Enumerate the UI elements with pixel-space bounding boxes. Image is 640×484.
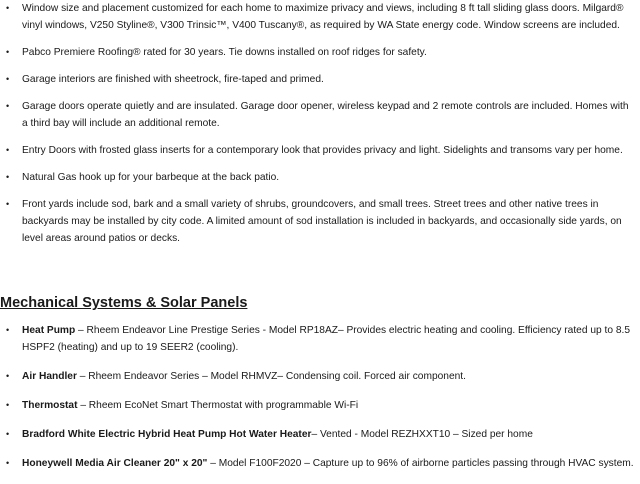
section-heading: Mechanical Systems & Solar Panels — [0, 295, 248, 311]
item-text: – Rheem Endeavor Series – Model RHMVZ– Condensing coil. Forced air component. — [76, 371, 466, 382]
list-item — [0, 368, 640, 385]
bullet-icon: • — [6, 429, 10, 439]
bullet-icon: • — [6, 145, 10, 155]
feature-text: Front yards include sod, bark and a small variety of shrubs, groundcovers, and small trees. Street trees and other native trees in backyards may be installed by city code. A limited amount of sod installation is included in backyards, and occasionally side yards, on level areas around patios or decks. — [22, 199, 625, 244]
feature-text: Window size and placement customized for each home to maximize privacy and views, including 8 ft tall sliding glass doors. Milgard® vinyl windows, V250 Styline®, V300 Trinsic™, V400 Tuscany®, as required by WA State energy code. Window screens are included. — [22, 3, 627, 31]
item-label: Bradford White Electric Hybrid Heat Pump Hot Water Heater — [22, 429, 312, 440]
item-label: Heat Pump — [22, 325, 76, 336]
list-item — [0, 44, 640, 61]
bullet-icon: • — [6, 199, 10, 209]
bullet-icon: • — [6, 172, 10, 182]
bullet-icon: • — [6, 3, 10, 13]
list-item — [0, 98, 640, 132]
feature-text: Entry Doors with frosted glass inserts for a contemporary look that provides privacy and light. Sidelights and transoms vary per home. — [22, 145, 623, 156]
list-item — [0, 397, 640, 414]
list-item — [0, 426, 640, 443]
list-item — [0, 71, 640, 88]
bullet-icon: • — [6, 325, 10, 335]
list-item — [0, 322, 640, 356]
list-item — [0, 455, 640, 472]
bullet-icon: • — [6, 101, 10, 111]
feature-text: Garage doors operate quietly and are insulated. Garage door opener, wireless keypad and 2 remote controls are included. Homes with a third bay will include an additional remote. — [22, 101, 632, 129]
bullet-icon: • — [6, 371, 10, 381]
item-text: – Rheem EcoNet Smart Thermostat with programmable Wi-Fi — [77, 400, 359, 411]
list-item — [0, 0, 640, 34]
feature-text: Pabco Premiere Roofing® rated for 30 years. Tie downs installed on roof ridges for safety. — [22, 47, 427, 58]
feature-text: Natural Gas hook up for your barbeque at the back patio. — [22, 172, 280, 183]
item-label: Thermostat — [22, 400, 78, 411]
bullet-icon: • — [6, 400, 10, 410]
bullet-icon: • — [6, 74, 10, 84]
item-label: Air Handler — [22, 371, 77, 382]
item-text: – Vented - Model REZHXXT10 – Sized per home — [311, 429, 533, 440]
mechanical-list — [0, 322, 640, 484]
list-item — [0, 196, 640, 247]
bullet-icon: • — [6, 458, 10, 468]
bullet-icon: • — [6, 47, 10, 57]
item-text: – Rheem Endeavor Line Prestige Series - Model RP18AZ– Provides electric heating and cooling. Efficiency rated up to 8.5 HSPF2 (heating) and up to 19 SEER2 (cooling). — [22, 325, 633, 353]
list-item — [0, 169, 640, 186]
list-item — [0, 142, 640, 159]
feature-text: Garage interiors are finished with sheetrock, fire-taped and primed. — [22, 74, 324, 85]
item-label: Honeywell Media Air Cleaner 20" x 20" — [22, 458, 208, 469]
item-text: – Model F100F2020 – Capture up to 96% of airborne particles passing through HVAC system. — [207, 458, 634, 469]
